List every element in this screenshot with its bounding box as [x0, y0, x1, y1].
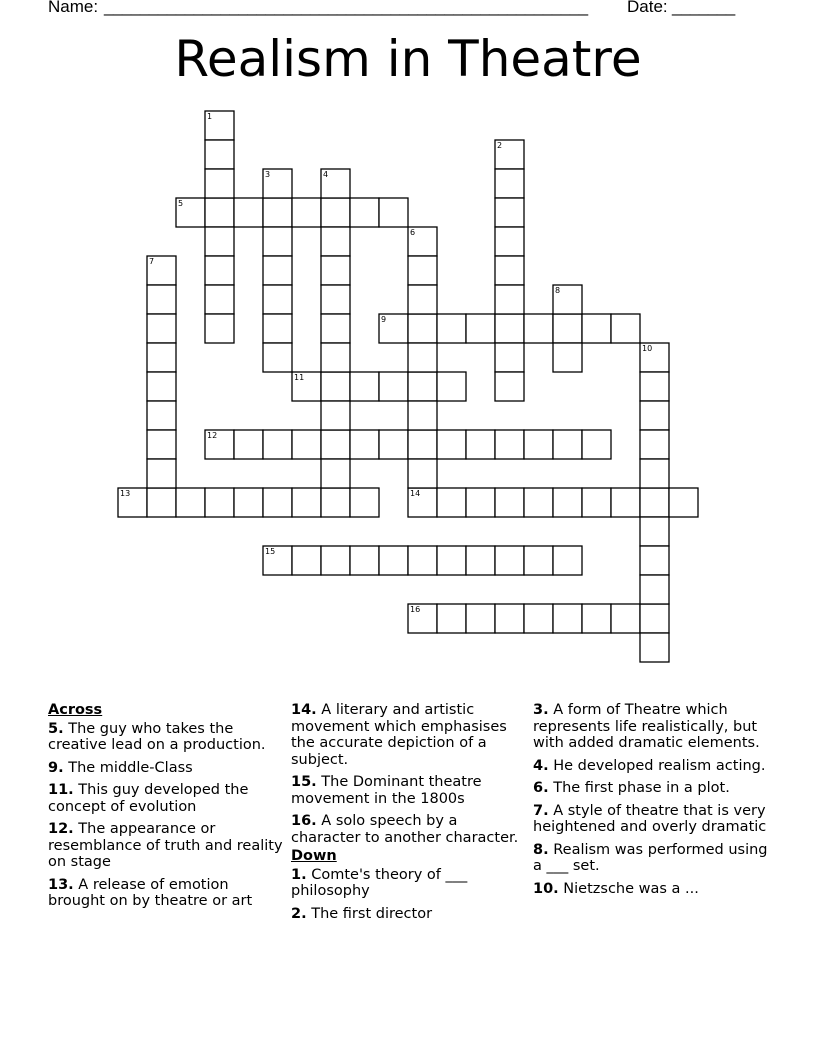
grid-cell[interactable] [263, 198, 292, 227]
grid-cell[interactable] [466, 430, 495, 459]
grid-cell[interactable] [524, 488, 553, 517]
grid-cell[interactable] [321, 401, 350, 430]
grid-cell[interactable] [495, 227, 524, 256]
clue-down-8: 8. Realism was performed using a ___ set. [533, 841, 768, 874]
grid-cell[interactable] [611, 314, 640, 343]
grid-cell[interactable] [495, 488, 524, 517]
grid-cell[interactable] [205, 488, 234, 517]
grid-cell[interactable] [321, 256, 350, 285]
grid-cell[interactable] [263, 343, 292, 372]
grid-cell[interactable] [553, 430, 582, 459]
grid-cell[interactable] [147, 430, 176, 459]
grid-cell[interactable] [205, 140, 234, 169]
grid-cell[interactable] [147, 401, 176, 430]
grid-cell[interactable] [379, 430, 408, 459]
grid-cell[interactable] [408, 314, 437, 343]
cell-number: 9 [381, 315, 387, 324]
across-heading: Across [48, 702, 103, 718]
cell-number: 6 [410, 228, 416, 237]
grid-cell[interactable] [524, 546, 553, 575]
grid-cell[interactable] [582, 488, 611, 517]
grid-cell[interactable] [263, 256, 292, 285]
grid-cell[interactable] [350, 546, 379, 575]
grid-cell[interactable] [669, 488, 698, 517]
grid-cell[interactable] [640, 546, 669, 575]
grid-cell[interactable] [640, 488, 669, 517]
grid-cell[interactable] [205, 285, 234, 314]
down-heading: Down [291, 848, 337, 864]
grid-cell[interactable] [205, 169, 234, 198]
cell-number: 16 [410, 605, 421, 614]
grid-cell[interactable] [640, 459, 669, 488]
clues-column-1 [48, 702, 284, 916]
cell-number: 15 [265, 547, 276, 556]
clues-column-2 [291, 702, 523, 928]
grid-cell[interactable] [408, 546, 437, 575]
clue-across-16: 16. A solo speech by a character to another character. [291, 813, 519, 846]
grid-cell[interactable] [640, 401, 669, 430]
grid-cell[interactable] [321, 546, 350, 575]
grid-cell[interactable] [147, 488, 176, 517]
clues-column-3 [533, 702, 769, 903]
grid-cell[interactable] [437, 314, 466, 343]
grid-cell[interactable] [495, 314, 524, 343]
grid-cell[interactable] [321, 314, 350, 343]
cell-number: 13 [120, 489, 131, 498]
grid-cell[interactable] [611, 488, 640, 517]
clue-down-7: 7. A style of theatre that is very heightened and overly dramatic [533, 802, 767, 835]
grid-cell[interactable] [495, 169, 524, 198]
grid-cell[interactable] [263, 488, 292, 517]
grid-cell[interactable] [553, 546, 582, 575]
grid-cell[interactable] [350, 198, 379, 227]
grid-cell[interactable] [234, 198, 263, 227]
name-label: Name: [48, 0, 99, 16]
grid-cell[interactable] [147, 372, 176, 401]
clue-down-6: 6. The first phase in a plot. [533, 780, 730, 796]
grid-cell[interactable] [147, 285, 176, 314]
cell-number: 7 [149, 257, 155, 266]
grid-cell[interactable] [147, 314, 176, 343]
grid-cell[interactable] [640, 633, 669, 662]
grid-cell[interactable] [553, 314, 582, 343]
grid-cell[interactable] [147, 343, 176, 372]
grid-cell[interactable] [292, 546, 321, 575]
clue-across-5: 5. The guy who takes the creative lead on a production. [48, 720, 266, 753]
cell-number: 3 [265, 170, 271, 179]
grid-cell[interactable] [379, 372, 408, 401]
grid-cell[interactable] [495, 604, 524, 633]
grid-cell[interactable] [553, 343, 582, 372]
grid-cell[interactable] [437, 488, 466, 517]
grid-cell[interactable] [205, 314, 234, 343]
grid-cell[interactable] [640, 517, 669, 546]
grid-cell[interactable] [640, 430, 669, 459]
grid-cell[interactable] [495, 546, 524, 575]
clue-down-4: 4. He developed realism acting. [533, 757, 766, 774]
clue-across-15: 15. The Dominant theatre movement in the 1800s [291, 774, 482, 807]
grid-cell[interactable] [495, 372, 524, 401]
grid-cell[interactable] [321, 343, 350, 372]
cell-number: 4 [323, 170, 329, 179]
grid-cell[interactable] [263, 314, 292, 343]
name-field-line[interactable]: ______________________________________________________ [104, 0, 588, 16]
grid-cell[interactable] [408, 401, 437, 430]
cell-number: 2 [497, 141, 503, 150]
clue-down-1: 1. Comte's theory of ___ philosophy [291, 866, 468, 899]
grid-cell[interactable] [350, 488, 379, 517]
grid-cell[interactable] [495, 343, 524, 372]
clue-across-12: 12. The appearance or resemblance of truth and reality on stage [48, 821, 283, 870]
cell-number: 14 [410, 489, 421, 498]
clue-across-14: 14. A literary and artistic movement which emphasises the accurate depiction of a subject. [291, 702, 507, 768]
grid-cell[interactable] [379, 198, 408, 227]
grid-cell[interactable] [234, 488, 263, 517]
grid-cell[interactable] [437, 372, 466, 401]
grid-cell[interactable] [640, 604, 669, 633]
grid-cell[interactable] [205, 227, 234, 256]
grid-cell[interactable] [582, 604, 611, 633]
date-label: Date: [627, 0, 668, 16]
grid-cell[interactable] [176, 488, 205, 517]
grid-cell[interactable] [408, 343, 437, 372]
grid-cell[interactable] [205, 198, 234, 227]
grid-cell[interactable] [553, 488, 582, 517]
clue-across-13: 13. A release of emotion brought on by theatre or art [48, 876, 253, 909]
grid-cell[interactable] [292, 198, 321, 227]
grid-cell[interactable] [524, 314, 553, 343]
grid-cell[interactable] [640, 372, 669, 401]
grid-cell[interactable] [466, 488, 495, 517]
grid-cell[interactable] [437, 604, 466, 633]
grid-cell[interactable] [234, 430, 263, 459]
grid-cell[interactable] [408, 285, 437, 314]
grid-cell[interactable] [263, 227, 292, 256]
grid-cell[interactable] [321, 198, 350, 227]
grid-cell[interactable] [582, 314, 611, 343]
grid-cell[interactable] [321, 285, 350, 314]
grid-cell[interactable] [466, 314, 495, 343]
grid-cell[interactable] [321, 227, 350, 256]
clue-down-2: 2. The first director [291, 905, 433, 922]
grid-cell[interactable] [408, 372, 437, 401]
clue-across-11: 11. This guy developed the concept of evolution [48, 782, 249, 815]
cell-number: 10 [642, 344, 653, 353]
grid-cell[interactable] [205, 256, 234, 285]
grid-cell[interactable] [263, 430, 292, 459]
grid-cell[interactable] [379, 546, 408, 575]
grid-cell[interactable] [321, 488, 350, 517]
grid-cell[interactable] [292, 488, 321, 517]
grid-cell[interactable] [495, 198, 524, 227]
grid-cell[interactable] [263, 285, 292, 314]
grid-cell[interactable] [495, 256, 524, 285]
grid-cell[interactable] [437, 546, 466, 575]
clue-across-9: 9. The middle-Class [48, 759, 193, 776]
grid-cell[interactable] [495, 285, 524, 314]
grid-cell[interactable] [466, 546, 495, 575]
grid-cell[interactable] [553, 604, 582, 633]
cell-number: 12 [207, 431, 218, 440]
date-field-line[interactable]: _______ [672, 0, 735, 16]
grid-cell[interactable] [292, 430, 321, 459]
grid-cell[interactable] [466, 604, 495, 633]
grid-cell[interactable] [350, 430, 379, 459]
grid-cell[interactable] [408, 459, 437, 488]
clue-down-3: 3. A form of Theatre which represents life realistically, but with added dramatic elements. [533, 702, 760, 751]
grid-cell[interactable] [495, 430, 524, 459]
page-title: Realism in Theatre [174, 30, 642, 88]
grid-cell[interactable] [350, 372, 379, 401]
grid-cell[interactable] [321, 372, 350, 401]
grid-cell[interactable] [611, 604, 640, 633]
grid-cell[interactable] [408, 256, 437, 285]
grid-cell[interactable] [147, 459, 176, 488]
grid-cell[interactable] [582, 430, 611, 459]
grid-cell[interactable] [437, 430, 466, 459]
cell-number: 1 [207, 112, 213, 121]
grid-cell[interactable] [524, 430, 553, 459]
grid-cell[interactable] [321, 430, 350, 459]
cell-number: 11 [294, 373, 305, 382]
grid-cell[interactable] [408, 430, 437, 459]
grid-cell[interactable] [640, 575, 669, 604]
grid-cell[interactable] [321, 459, 350, 488]
grid-cell[interactable] [524, 604, 553, 633]
cell-number: 5 [178, 199, 184, 208]
cell-number: 8 [555, 286, 561, 295]
clue-down-10: 10. Nietzsche was a ... [533, 880, 699, 897]
